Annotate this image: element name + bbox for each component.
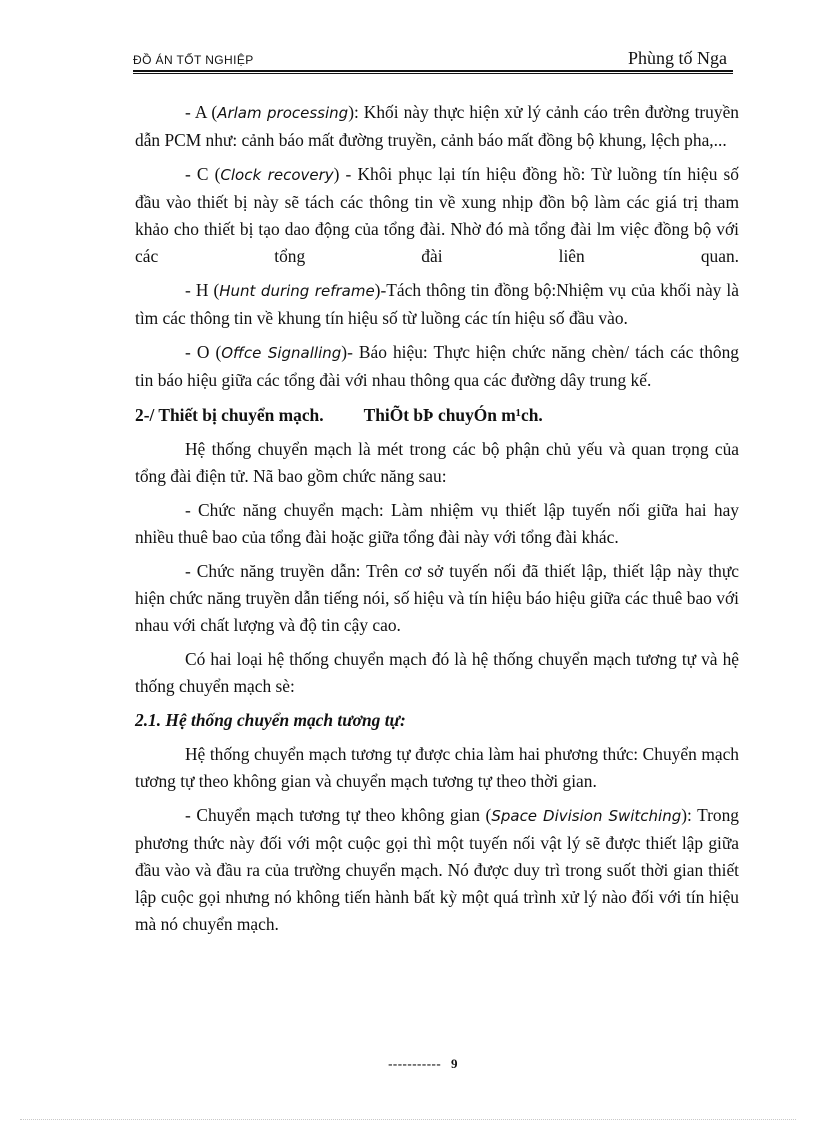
section-heading-2-garbled: ThiÕt bÞ chuyÓn m¹ch.: [363, 405, 543, 425]
paragraph-transmission-function: - Chức năng truyền dẫn: Trên cơ sở tuyến nối đã thiết lập, thiết lập này thực hiện chức năng truyền dẫn tiếng nói, số hiệu và tín hiệu báo hiệu giữa các thuê bao với nhau với chất lượng và độ tin cậy cao.: [135, 561, 739, 635]
page-number: 9: [450, 1056, 458, 1071]
paragraph-intro: Hệ thống chuyển mạch là mét trong các bộ phận chủ yếu và quan trọng của tổng đài điện tử. Nã bao gồm chức năng sau:: [135, 439, 739, 486]
header-author: Phùng tố Nga: [628, 48, 727, 68]
header-rule-thin: [133, 73, 733, 74]
section-heading-2: [135, 402, 739, 429]
header-title: ĐỒ ÁN TỐT NGHIỆP: [133, 53, 254, 67]
header-rule-thick: [133, 70, 733, 72]
paragraph-space-division-text: ): Trong phương thức này đối với một cuộc gọi thì một tuyến nối vật lý sẽ được thiết lập giữa đầu vào và đầu ra của trường chuyển mạch. Nó được duy trì trong suốt thời gian thiết lập cuộc gọi nhưng nó không tiến hành bất kỳ một quá trình xử lý nào đối với tín hiệu mà nó chuyển mạch.: [135, 805, 739, 934]
paragraph-space-division: [135, 802, 739, 938]
page-body: [135, 99, 739, 938]
paragraph-o-prefix: - O (: [185, 342, 222, 362]
paragraph-h-prefix: - H (: [185, 280, 220, 300]
paragraph-space-division-prefix: - Chuyển mạch tương tự theo không gian (: [185, 805, 492, 825]
paragraph-a-prefix: - A (: [185, 102, 218, 122]
section-heading-2-text: 2-/ Thiết bị chuyển mạch.: [135, 405, 324, 425]
paragraph-analog-methods: Hệ thống chuyển mạch tương tự được chia làm hai phương thức: Chuyển mạch tương tự theo không gian và chuyển mạch tương tự theo thời gian.: [135, 744, 739, 791]
paragraph-h: [135, 277, 739, 332]
subsection-heading-2-1: 2.1. Hệ thống chuyển mạch tương tự:: [135, 710, 406, 730]
paragraph-c-text: ) - Khôi phục lại tín hiệu đồng hồ: Từ luồng tín hiệu số đầu vào thiết bị này sẽ tách các thông tin về xung nhịp đồn bộ làm các giá trị tham khảo cho thiết bị tạo dao động của tổng đài. Nhờ đó mà tổng đài lm việc đồng bộ với các tổng đài liên quan.: [135, 164, 739, 266]
paragraph-two-types: Có hai loại hệ thống chuyển mạch đó là hệ thống chuyển mạch tương tự và hệ thống chuyển mạch sè:: [135, 649, 739, 696]
paragraph-switching-function: - Chức năng chuyển mạch: Làm nhiệm vụ thiết lập tuyến nối giữa hai hay nhiều thuê bao của tổng đài hoặc giữa tổng đài này với tổng đài khác.: [135, 500, 739, 547]
paragraph-c-prefix: - C (: [185, 164, 221, 184]
page-header: [133, 46, 733, 74]
paragraph-c-term: Clock recovery: [220, 166, 334, 184]
page-footer: [0, 1056, 816, 1072]
paragraph-a-text: ): Khối này thực hiện xử lý cảnh cáo trên đường truyền dẫn PCM như: cảnh báo mất đường truyền, cảnh báo mất đồng bộ khung, lệch pha,...: [135, 102, 739, 150]
page-edge-line: [20, 1119, 796, 1120]
paragraph-space-division-term: Space Division Switching: [491, 807, 682, 825]
paragraph-h-term: Hunt during reframe: [219, 282, 375, 300]
paragraph-o: [135, 339, 739, 394]
paragraph-h-text: )-Tách thông tin đồng bộ:Nhiệm vụ của khối này là tìm các thông tin về khung tín hiệu số từ luồng các tín hiệu số đầu vào.: [135, 280, 739, 328]
paragraph-o-term: Offce Signalling: [221, 344, 342, 362]
paragraph-a-term: Arlam processing: [217, 104, 349, 122]
footer-dashes: -----------: [388, 1056, 442, 1071]
paragraph-c: [135, 161, 739, 270]
paragraph-o-text: )- Báo hiệu: Thực hiện chức năng chèn/ tách các thông tin báo hiệu giữa các tổng đài với nhau thông qua các đường dây trung kế.: [135, 342, 739, 390]
paragraph-a: [135, 99, 739, 154]
